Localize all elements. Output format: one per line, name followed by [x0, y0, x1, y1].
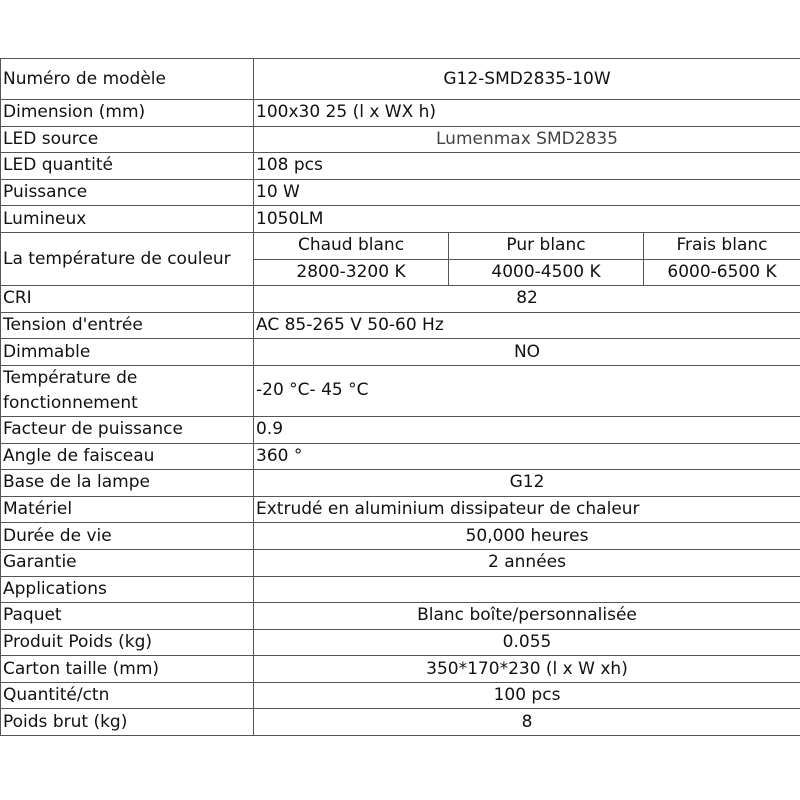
spec-table	[0, 58, 800, 736]
label-power-factor: Facteur de puissance	[1, 416, 254, 443]
color-temp-header-pure: Pur blanc	[449, 232, 644, 259]
table-row-product-weight	[1, 629, 800, 656]
value-lamp-base: G12	[254, 470, 800, 497]
value-gross-weight: 8	[254, 709, 800, 736]
value-qty-ctn: 100 pcs	[254, 682, 800, 709]
label-applications: Applications	[1, 576, 254, 603]
value-led-quantity: 108 pcs	[254, 153, 800, 180]
value-luminous: 1050LM	[254, 206, 800, 233]
value-product-weight: 0.055	[254, 629, 800, 656]
label-cri: CRI	[1, 286, 254, 313]
table-row-material	[1, 496, 800, 523]
label-color-temp: La température de couleur	[1, 232, 254, 285]
value-lifetime: 50,000 heures	[254, 523, 800, 550]
table-row-led-source	[1, 126, 800, 153]
label-operating-temp: Température de fonctionnement	[1, 365, 254, 416]
value-material: Extrudé en aluminium dissipateur de chaleur	[254, 496, 800, 523]
table-row-warranty	[1, 549, 800, 576]
value-dimension: 100x30 25 (l x WX h)	[254, 100, 800, 127]
label-lifetime: Durée de vie	[1, 523, 254, 550]
value-power: 10 W	[254, 179, 800, 206]
table-row-carton-size	[1, 656, 800, 683]
table-row-input-voltage	[1, 312, 800, 339]
value-warranty: 2 années	[254, 549, 800, 576]
table-row-luminous	[1, 206, 800, 233]
value-carton-size: 350*170*230 (l x W xh)	[254, 656, 800, 683]
table-row-model	[1, 59, 800, 100]
table-row-power	[1, 179, 800, 206]
label-dimension: Dimension (mm)	[1, 100, 254, 127]
value-applications	[254, 576, 800, 603]
value-led-source: Lumenmax SMD2835	[254, 126, 800, 153]
color-temp-value-cool: 6000-6500 K	[644, 259, 800, 286]
table-row-dimmable	[1, 339, 800, 366]
table-row-dimension	[1, 100, 800, 127]
value-beam-angle: 360 °	[254, 443, 800, 470]
label-luminous: Lumineux	[1, 206, 254, 233]
table-row-gross-weight	[1, 709, 800, 736]
label-led-quantity: LED quantité	[1, 153, 254, 180]
color-temp-value-pure: 4000-4500 K	[449, 259, 644, 286]
table-row-cri	[1, 286, 800, 313]
label-carton-size: Carton taille (mm)	[1, 656, 254, 683]
label-warranty: Garantie	[1, 549, 254, 576]
label-qty-ctn: Quantité/ctn	[1, 682, 254, 709]
label-input-voltage: Tension d'entrée	[1, 312, 254, 339]
label-lamp-base: Base de la lampe	[1, 470, 254, 497]
value-cri: 82	[254, 286, 800, 313]
table-row-qty-ctn	[1, 682, 800, 709]
table-row-beam-angle	[1, 443, 800, 470]
value-input-voltage: AC 85-265 V 50-60 Hz	[254, 312, 800, 339]
value-package: Blanc boîte/personnalisée	[254, 603, 800, 630]
value-model: G12-SMD2835-10W	[254, 59, 800, 100]
label-material: Matériel	[1, 496, 254, 523]
color-temp-header-cool: Frais blanc	[644, 232, 800, 259]
label-gross-weight: Poids brut (kg)	[1, 709, 254, 736]
label-package: Paquet	[1, 603, 254, 630]
table-row-power-factor	[1, 416, 800, 443]
label-power: Puissance	[1, 179, 254, 206]
label-product-weight: Produit Poids (kg)	[1, 629, 254, 656]
table-row-operating-temp	[1, 365, 800, 416]
value-operating-temp: -20 °C- 45 °C	[254, 365, 800, 416]
label-model: Numéro de modèle	[1, 59, 254, 100]
table-row-package	[1, 603, 800, 630]
table-row-applications	[1, 576, 800, 603]
label-led-source: LED source	[1, 126, 254, 153]
value-dimmable: NO	[254, 339, 800, 366]
color-temp-header-warm: Chaud blanc	[254, 232, 449, 259]
color-temp-value-warm: 2800-3200 K	[254, 259, 449, 286]
table-row-lamp-base	[1, 470, 800, 497]
label-dimmable: Dimmable	[1, 339, 254, 366]
value-power-factor: 0.9	[254, 416, 800, 443]
label-beam-angle: Angle de faisceau	[1, 443, 254, 470]
table-row-led-quantity	[1, 153, 800, 180]
table-row-color-temp-headers	[1, 232, 800, 259]
table-row-lifetime	[1, 523, 800, 550]
